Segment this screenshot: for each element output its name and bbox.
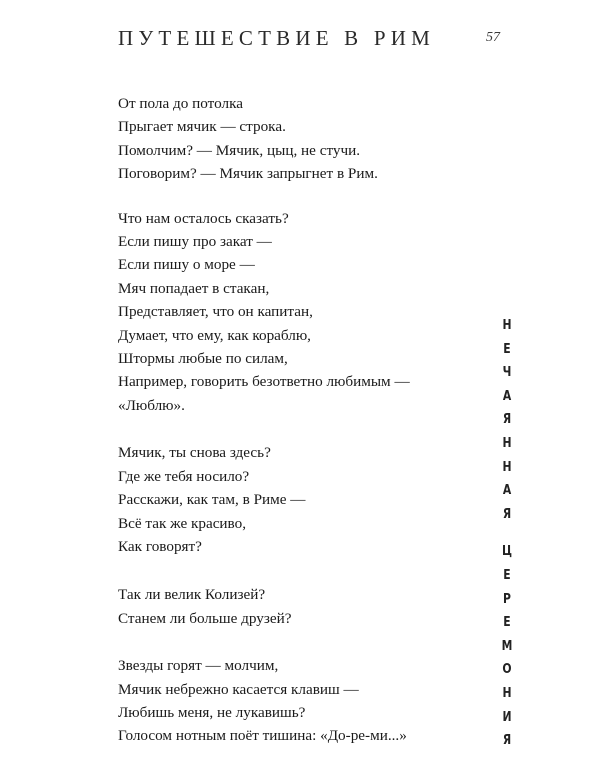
poem-stanza <box>118 92 458 186</box>
vertical-letter: О <box>502 661 512 678</box>
vertical-letter: Ч <box>502 364 512 381</box>
vertical-letter: М <box>501 637 513 654</box>
poem-line: Представляет, что он капитан, <box>118 303 313 321</box>
poem-line: Где же тебя носило? <box>118 467 250 485</box>
vertical-letter: Е <box>503 566 511 583</box>
page-number: 57 <box>486 30 500 45</box>
poem-stanza <box>118 583 458 630</box>
poem-line: Если пишу о море — <box>118 256 255 274</box>
poem-line: Штормы любые по силам, <box>118 350 288 368</box>
poem-line: Так ли велик Колизей? <box>118 586 266 604</box>
vertical-letter: Я <box>502 732 512 749</box>
vertical-letter: Р <box>503 590 511 607</box>
poem-line: Расскажи, как там, в Риме — <box>118 491 306 509</box>
vertical-letter: Е <box>503 340 511 357</box>
poem-line: От пола до потолка <box>118 95 243 112</box>
poem-line: Голосом нотным поёт тишина: «До-ре-ми...» <box>118 727 407 745</box>
poem-line: «Люблю». <box>118 396 185 414</box>
vertical-letter: Н <box>502 458 512 475</box>
vertical-letter: Ц <box>501 543 513 560</box>
vertical-letter: Е <box>503 614 511 631</box>
vertical-letter: Н <box>502 684 512 701</box>
vertical-letter: Н <box>502 434 512 451</box>
poem-body <box>118 92 458 770</box>
poem-line: Как говорят? <box>118 537 202 555</box>
vertical-letter: И <box>502 708 512 725</box>
poem-stanza <box>118 207 458 418</box>
vertical-side-title <box>496 314 518 753</box>
vertical-word <box>496 314 518 526</box>
poem-line: Например, говорить безответно любимым — <box>118 373 410 391</box>
vertical-letter: Я <box>502 505 512 522</box>
poem-stanza <box>118 654 458 748</box>
poem-line: Звезды горят — молчим, <box>118 657 279 675</box>
poem-line: Мяч попадает в стакан, <box>118 279 270 297</box>
vertical-letter: А <box>502 482 512 499</box>
vertical-letter: Н <box>502 317 512 333</box>
running-title: ПУТЕШЕСТВИЕ В РИМ <box>118 26 435 50</box>
poem-line: Помолчим? — Мячик, цыц, не стучи. <box>118 141 361 159</box>
poem-stanza <box>118 441 458 558</box>
poem-line: Станем ли больше друзей? <box>118 609 292 627</box>
poem-line: Думает, что ему, как кораблю, <box>118 326 311 344</box>
poem-line: Мячик небрежно касается клавиш — <box>118 680 359 698</box>
poem-line: Любишь меня, не лукавишь? <box>118 703 306 721</box>
poem-line: Всё так же красиво, <box>118 514 247 532</box>
poem-line: Прыгает мячик — строка. <box>118 118 286 136</box>
vertical-word <box>496 540 518 752</box>
poem-line: Что нам осталось сказать? <box>118 209 289 227</box>
vertical-letter: А <box>502 387 512 404</box>
poem-line: Поговорим? — Мячик запрыгнет в Рим. <box>118 165 378 183</box>
vertical-letter: Я <box>502 411 512 428</box>
poem-line: Если пишу про закат — <box>118 233 272 251</box>
poem-line: Мячик, ты снова здесь? <box>118 444 271 462</box>
